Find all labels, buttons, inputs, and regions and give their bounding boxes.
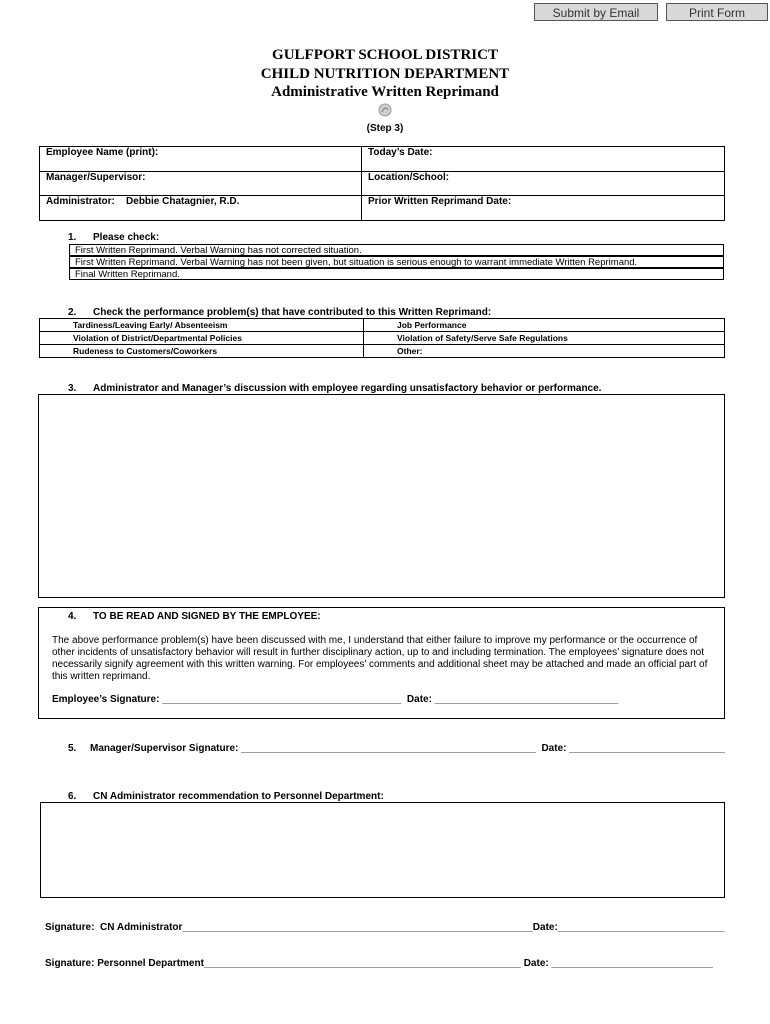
employee-info-table <box>39 146 725 221</box>
problem-job-performance[interactable]: Job Performance <box>397 320 467 330</box>
submit-by-email-button[interactable]: Submit by Email <box>534 3 658 21</box>
problem-other[interactable]: Other: <box>397 346 423 356</box>
form-title: Administrative Written Reprimand <box>271 84 499 100</box>
section3-title: Administrator and Manager’s discussion with employee regarding unsatisfactory behavior or performance. <box>93 383 602 394</box>
problem-policy-violation[interactable]: Violation of District/Departmental Policies <box>73 333 242 343</box>
section6-title: CN Administrator recommendation to Personnel Department: <box>93 791 384 802</box>
section4-title: TO BE READ AND SIGNED BY THE EMPLOYEE: <box>93 611 321 622</box>
problem-tardiness[interactable]: Tardiness/Leaving Early/ Absenteeism <box>73 320 228 330</box>
district-title: GULFPORT SCHOOL DISTRICT <box>272 47 498 63</box>
prior-reprimand-date-field[interactable]: Prior Written Reprimand Date: <box>368 196 512 207</box>
step-label: (Step 3) <box>366 123 404 134</box>
option-final-reprimand[interactable]: Final Written Reprimand. <box>69 268 724 280</box>
manager-signature-line[interactable]: Manager/Supervisor Signature: _____________________________________________________ Date: ____________________________ <box>90 743 725 754</box>
location-field[interactable]: Location/School: <box>368 172 450 183</box>
problem-rudeness[interactable]: Rudeness to Customers/Coworkers <box>73 346 218 356</box>
employee-signature-line[interactable]: Employee’s Signature: ___________________________________________ Date: _________________________________ <box>52 694 619 705</box>
section3-number: 3. <box>68 383 77 394</box>
section1-number: 1. <box>68 232 77 243</box>
discussion-textarea[interactable] <box>38 394 725 598</box>
section5-number: 5. <box>68 743 77 754</box>
section1-title: Please check: <box>93 232 160 243</box>
performance-problems-table <box>39 318 725 358</box>
section2-number: 2. <box>68 307 77 318</box>
option-first-reprimand-no-verbal[interactable]: First Written Reprimand. Verbal Warning has not been given, but situation is serious enough to warrant immediate Written Reprimand. <box>69 256 724 268</box>
department-title: CHILD NUTRITION DEPARTMENT <box>260 66 510 82</box>
personnel-department-signature-line[interactable]: Signature: Personnel Department_________________________________________________________ Date: _____________________________ <box>45 958 713 969</box>
section6-number: 6. <box>68 791 77 802</box>
acknowledgement-paragraph: The above performance problem(s) have been discussed with me, I understand that either failure to improve my performance or the occurrence of other incidents of unsatisfactory behavior will result in further disciplinary action, up to and including termination. The employees’ signature does not necessarily signify agreement with this written warning. For employees’ comments and additional sheet may be attached and made an official part of this written reprimand. <box>52 635 708 682</box>
section2-title: Check the performance problem(s) that have contributed to this Written Reprimand: <box>93 307 492 318</box>
step-icon <box>377 102 393 118</box>
print-form-button[interactable]: Print Form <box>666 3 768 21</box>
option-first-reprimand-verbal-not-corrected[interactable]: First Written Reprimand. Verbal Warning has not corrected situation. <box>69 244 724 256</box>
employee-name-field[interactable]: Employee Name (print): <box>46 147 159 158</box>
cn-administrator-signature-line[interactable]: Signature: CN Administrator_______________________________________________________________Date:______________________________ <box>45 922 725 933</box>
section4-number: 4. <box>68 611 77 622</box>
manager-field[interactable]: Manager/Supervisor: <box>46 172 146 183</box>
recommendation-textarea[interactable] <box>40 802 725 898</box>
administrator-label: Administrator: <box>46 196 115 207</box>
administrator-name: Debbie Chatagnier, R.D. <box>126 196 240 207</box>
problem-safety-violation[interactable]: Violation of Safety/Serve Safe Regulations <box>397 333 568 343</box>
todays-date-field[interactable]: Today’s Date: <box>368 147 433 158</box>
